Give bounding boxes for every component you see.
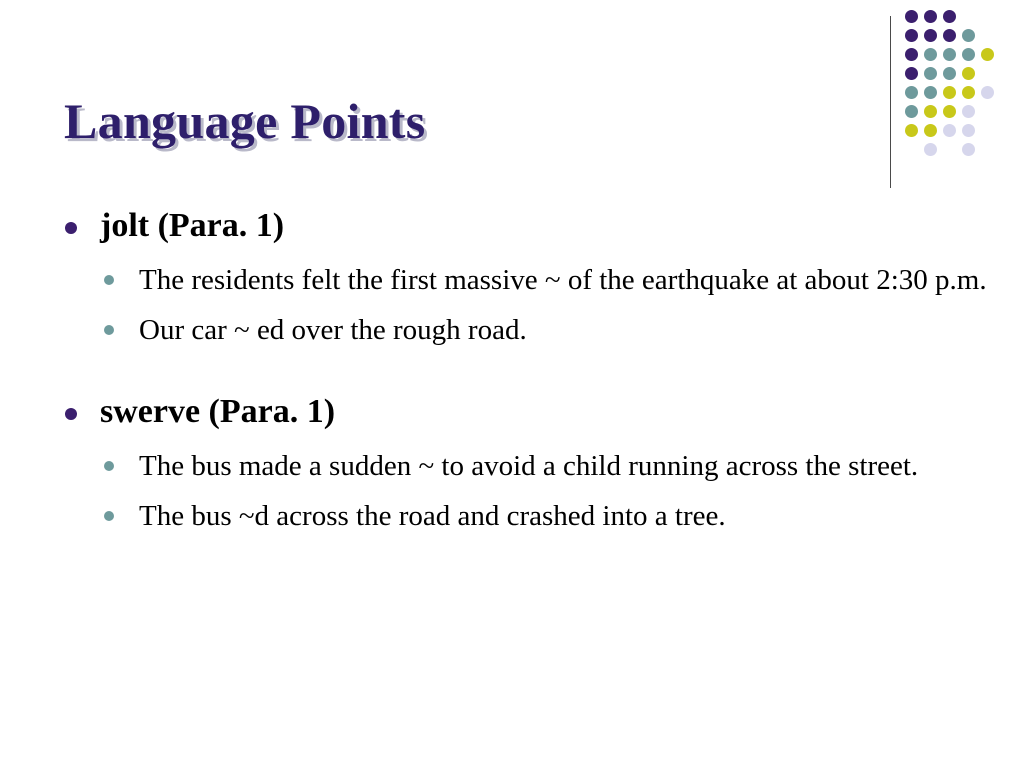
bullet-icon: [104, 325, 114, 335]
decorative-dot: [943, 29, 956, 42]
bullet-icon: [104, 275, 114, 285]
point-group-swerve: [62, 386, 1002, 538]
decorative-dot: [981, 48, 994, 61]
point-heading-item: [62, 200, 1002, 252]
decorative-dot: [905, 105, 918, 118]
example-item: [102, 444, 1002, 488]
slide-title: Language Points: [64, 93, 426, 149]
bullet-icon: [104, 511, 114, 521]
bullet-icon: [104, 461, 114, 471]
example-item: [102, 494, 1002, 538]
point-heading: swerve (Para. 1): [100, 393, 336, 430]
decorative-dot: [905, 124, 918, 137]
title-divider-line: [890, 16, 891, 188]
decorative-dot: [962, 86, 975, 99]
decorative-dot: [943, 67, 956, 80]
example-item: [102, 308, 1002, 352]
decorative-dot: [943, 105, 956, 118]
decorative-dot: [924, 124, 937, 137]
decorative-dot: [924, 86, 937, 99]
decorative-dot: [905, 10, 918, 23]
decorative-dot: [905, 67, 918, 80]
bullet-icon: [65, 222, 77, 234]
decorative-dot: [962, 143, 975, 156]
decorative-dot: [905, 48, 918, 61]
decorative-dot: [924, 105, 937, 118]
decorative-dot: [962, 67, 975, 80]
decorative-dot: [924, 10, 937, 23]
decorative-dot: [962, 29, 975, 42]
example-text: The bus ~d across the road and crashed into a tree.: [139, 500, 726, 532]
decorative-dot: [924, 143, 937, 156]
decorative-dot: [981, 86, 994, 99]
decorative-dot: [924, 48, 937, 61]
example-item: [102, 258, 1002, 302]
content-body: [62, 200, 1002, 572]
decorative-dot-grid: [905, 10, 1015, 175]
point-heading: jolt (Para. 1): [100, 207, 285, 244]
example-text: Our car ~ ed over the rough road.: [139, 314, 527, 346]
decorative-dot: [943, 124, 956, 137]
example-text: The bus made a sudden ~ to avoid a child running across the street.: [139, 450, 919, 482]
decorative-dot: [924, 29, 937, 42]
decorative-dot: [943, 48, 956, 61]
example-text: The residents felt the first massive ~ of the earthquake at about 2:30 p.m.: [139, 264, 987, 296]
point-heading-item: [62, 386, 1002, 438]
decorative-dot: [943, 86, 956, 99]
decorative-dot: [962, 124, 975, 137]
decorative-dot: [905, 29, 918, 42]
decorative-dot: [924, 67, 937, 80]
decorative-dot: [962, 105, 975, 118]
decorative-dot: [943, 10, 956, 23]
decorative-dot: [905, 86, 918, 99]
decorative-dot: [962, 48, 975, 61]
point-group-jolt: [62, 200, 1002, 352]
bullet-icon: [65, 408, 77, 420]
